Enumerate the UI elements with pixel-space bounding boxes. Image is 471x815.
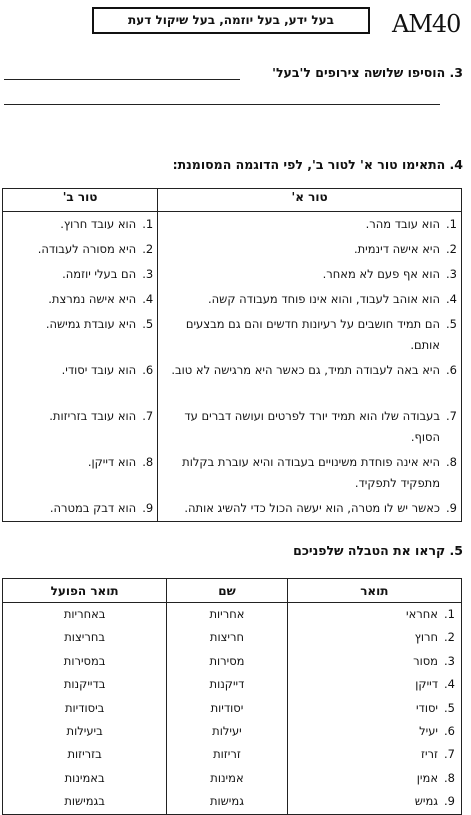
adjective-word: מסור: [413, 653, 438, 668]
adverb-word: בגמישות: [64, 794, 105, 809]
col-b-item-text: הוא דייקן.: [87, 455, 137, 469]
adjective-row-number: 8.: [444, 770, 455, 785]
col-a-item-number: 2.: [446, 242, 457, 256]
adverb-word: בזריזות: [67, 747, 102, 762]
col-a-item-8: [158, 450, 461, 496]
noun-word: זריזות: [213, 747, 241, 762]
adjective-row: [288, 673, 461, 696]
adverb-word: באחריות: [63, 607, 106, 621]
adjective-row-number: 7.: [444, 747, 455, 762]
header-title-box: [92, 7, 370, 34]
adjective-row-number: 1.: [444, 607, 455, 621]
col-a-item-number: 6.: [446, 363, 457, 377]
col-b-item-number: 7.: [142, 409, 154, 423]
noun-word: מסירות: [209, 653, 245, 668]
adjective-row: [288, 767, 461, 790]
adverb-list: [3, 603, 166, 814]
col-b-item-text: הם בעלי יוזמה.: [62, 267, 137, 281]
col-b-item-text: הוא עובד חרוץ.: [60, 217, 137, 231]
adjective-row-number: 6.: [444, 723, 455, 738]
col-b-item-text: הוא עובד יסודי.: [61, 363, 137, 377]
col-a-item-text: הוא אוהב לעבוד, והוא אינו פוחד מעבודה קשה.: [208, 292, 440, 306]
adjective-list: [288, 603, 461, 814]
col-a-item-text: היא אינה פוחדת משינויים בעבודה והיא עוברת בקלות מתפקיד לתפקיד.: [182, 455, 440, 490]
col-a-item-text: היא באה לעבודה תמיד, גם כאשר היא מרגישה לא טוב.: [171, 363, 440, 377]
adjective-row: [288, 603, 461, 626]
col-b-item-4: [3, 287, 157, 312]
col-a-item-6: [158, 358, 461, 404]
noun-cell: [167, 603, 287, 815]
adverb-word: ביעילות: [66, 723, 103, 738]
col-a-item-text: הם תמיד חושבים על רעיונות חדשים והם גם מבצעים אותם.: [185, 317, 440, 352]
col-b-list: [3, 212, 157, 521]
adjective-row-number: 3.: [444, 653, 455, 668]
col-b-item-number: 1.: [142, 217, 154, 231]
col-b-item-1: [3, 212, 157, 237]
adjective-word: חרוץ: [414, 630, 438, 645]
col-a-list: [158, 212, 461, 521]
col-b-item-text: הוא דבק במטרה.: [49, 501, 137, 515]
adjective-word: אמין: [416, 770, 438, 785]
adjective-word: אחראי: [406, 607, 438, 621]
col-b-item-number: 9.: [142, 501, 154, 515]
noun-list: [167, 603, 286, 814]
noun-word: אחריות: [209, 607, 245, 621]
adverb-cell: [3, 603, 167, 815]
adjective-row-number: 4.: [444, 677, 455, 692]
header-adverb: תואר הפועל: [3, 579, 167, 603]
adjective-word: גמיש: [414, 794, 438, 809]
col-a-item-text: הוא עובד מהר.: [365, 217, 440, 231]
col-b-item-number: 6.: [142, 363, 154, 377]
adverb-word: באמינות: [64, 770, 105, 785]
header-adjective: תואר: [287, 579, 461, 603]
col-b-item-number: 4.: [142, 292, 154, 306]
matching-table: [2, 188, 462, 522]
handwritten-code: AM40: [392, 10, 461, 38]
adjective-row-number: 9.: [444, 794, 455, 809]
col-a-item-number: 1.: [446, 217, 457, 231]
col-b-item-5: [3, 312, 157, 358]
col-a-item-number: 4.: [446, 292, 457, 306]
adjective-row: [288, 720, 461, 743]
col-a-item-7: [158, 404, 461, 450]
col-a-item-number: 3.: [446, 267, 457, 281]
col-b-item-2: [3, 237, 157, 262]
noun-word: גמישות: [209, 794, 244, 809]
adjective-row-number: 5.: [444, 700, 455, 715]
col-a-item-text: היא אישה דינמית.: [353, 242, 440, 256]
col-b-item-text: הוא עובד בזריזות.: [49, 409, 137, 423]
col-a-item-1: [158, 212, 461, 237]
noun-word: אמינות: [210, 770, 244, 785]
col-b-item-7: [3, 404, 157, 450]
col-b-item-number: 8.: [142, 455, 154, 469]
answer-line-1[interactable]: [4, 79, 240, 80]
col-b-item-number: 2.: [142, 242, 154, 256]
col-a-item-number: 8.: [446, 455, 457, 469]
col-a-item-9: [158, 496, 461, 521]
adverb-word: בחריצות: [64, 630, 105, 645]
noun-word: חריצות: [209, 630, 244, 645]
adjective-word: דייקן: [415, 677, 438, 692]
col-b-item-8: [3, 450, 157, 496]
word-forms-table: [2, 578, 462, 815]
answer-line-2[interactable]: [4, 104, 440, 105]
adjective-word: יסודי: [415, 700, 438, 715]
col-a-cell: [158, 212, 462, 522]
question-3: 3. הוסיפו שלושה צירופים ל'בעל': [272, 65, 463, 80]
noun-word: יעילות: [212, 723, 242, 738]
col-a-item-number: 9.: [446, 501, 457, 515]
col-b-item-number: 3.: [142, 267, 154, 281]
col-a-item-3: [158, 262, 461, 287]
adjective-row: [288, 743, 461, 766]
noun-word: דייקנות: [209, 677, 245, 692]
adverb-word: במסירות: [63, 653, 106, 668]
col-b-item-text: היא מסורה לעבודה.: [37, 242, 137, 256]
col-b-header: טור ב': [3, 189, 158, 212]
adjective-row: [288, 697, 461, 720]
adjective-row: [288, 650, 461, 673]
col-a-item-5: [158, 312, 461, 358]
col-b-item-number: 5.: [142, 317, 154, 331]
adjective-row: [288, 626, 461, 649]
noun-word: יסודיות: [210, 700, 244, 715]
col-a-item-text: הוא אף פעם לא מאחר.: [322, 267, 440, 281]
col-a-item-4: [158, 287, 461, 312]
col-a-item-number: 5.: [446, 317, 457, 331]
col-a-item-text: בעבודה שלו הוא תמיד יורד לפרטים ועושה דברים עד הסוף.: [184, 409, 440, 444]
adverb-word: בדייקנות: [63, 677, 106, 692]
col-b-item-6: [3, 358, 157, 404]
col-b-item-text: היא אישה נמרצת.: [48, 292, 137, 306]
question-4: 4. התאימו טור א' לטור ב', לפי הדוגמה המסומנת:: [172, 157, 463, 172]
adverb-word: ביסודיות: [64, 700, 105, 715]
col-a-item-text: כאשר יש לו מטרה, הוא יעשה הכול כדי להשיג אותה.: [184, 501, 440, 515]
adjective-row: [288, 790, 461, 813]
col-a-item-2: [158, 237, 461, 262]
adjective-cell: [287, 603, 461, 815]
col-a-item-number: 7.: [446, 409, 457, 423]
col-b-item-9: [3, 496, 157, 521]
header-noun: שם: [167, 579, 287, 603]
col-a-header: טור א': [158, 189, 462, 212]
question-5: 5. קראו את הטבלה שלפניכם: [293, 543, 463, 558]
col-b-cell: [3, 212, 158, 522]
adjective-word: יעיל: [419, 723, 438, 738]
col-b-item-text: היא עובדת גמישה.: [45, 317, 137, 331]
col-b-item-3: [3, 262, 157, 287]
adjective-word: זריז: [420, 747, 438, 762]
header-title: בעל ידע, בעל יוזמה, בעל שיקול דעת: [128, 13, 334, 27]
adjective-row-number: 2.: [444, 630, 455, 645]
